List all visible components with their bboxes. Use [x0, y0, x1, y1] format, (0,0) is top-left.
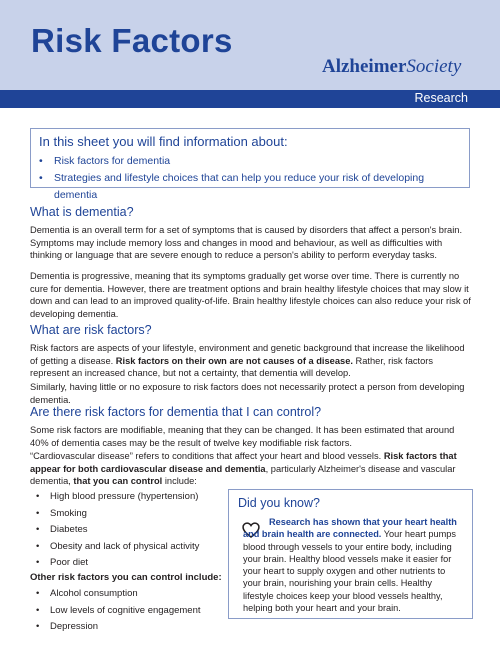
category-band — [0, 90, 500, 108]
list-item: • Depression — [30, 619, 201, 636]
control-paragraph-1: Some risk factors are modifiable, meaning that they can be changed. It has been estimated that around 40% of dementia cases may be the result of twelve key modifiable risk factors. — [30, 425, 455, 448]
section-title-control: Are there risk factors for dementia that I can control? — [30, 405, 322, 419]
list-item: • Diabetes — [30, 522, 199, 539]
logo-society: Society — [406, 56, 462, 77]
intro-box — [30, 128, 470, 201]
logo-brand: Alzheimer — [322, 56, 407, 77]
what-is-paragraph-1: Dementia is an overall term for a set of symptoms that is caused by disorders that affect a person's brain. Symptoms may include memory loss and changes in mood and behaviour, as well as difficulties with thinking or language that are severe enough to reduce a person's ability to perform everyday tasks. — [30, 225, 463, 261]
list-item: • Alcohol consumption — [30, 586, 201, 603]
intro-item: • Risk factors for dementia — [39, 153, 461, 170]
risk-factors-paragraph-1 — [30, 342, 472, 380]
control-emphasis: that you can control — [73, 476, 163, 487]
risk-text: Risk factors are aspects of your lifestyle, environment and genetic background that increase the likelihood of getting a disease. — [30, 343, 465, 366]
did-you-know-box — [228, 489, 473, 619]
what-is-paragraph-2: Dementia is progressive, meaning that its symptoms gradually get worse over time. There is currently no cure for dementia. However, there are treatment options and brain healthy lifestyle choices that may slow it down and can lead to an improved quality-of-life. Brain healthy lifestyle choices can also reduce your risk of developing dementia. — [30, 271, 471, 319]
page-title: Risk Factors — [31, 22, 233, 59]
did-you-know-emphasis: Research has shown that your heart health and brain health are connected. — [243, 517, 457, 540]
control-text: , particularly Alzheimer's disease and vascular dementia, — [30, 463, 456, 487]
intro-list — [39, 153, 461, 204]
other-risk-list — [30, 586, 201, 636]
control-paragraph-2 — [30, 450, 472, 488]
control-emphasis: Risk factors that appear for both cardiovascular disease and dementia — [30, 451, 457, 474]
section-title-risk-factors: What are risk factors? — [30, 323, 152, 337]
did-you-know-body: Your heart pumps blood through vessels to your entire body, including your brain. Healthy blood vessels make it easier for your heart to supply oxygen and other nutrients to your brain, nourishing your brain cells. Healthy lifestyle choices keep your blood vessels healthy, helping both your heart and your brain. — [243, 529, 456, 614]
control-text: include: — [162, 476, 197, 487]
other-risk-heading: Other risk factors you can control include: — [30, 572, 222, 583]
category-label: Research — [414, 91, 468, 105]
page-header — [0, 0, 500, 90]
alzheimer-society-logo — [322, 56, 461, 78]
did-you-know-title: Did you know? — [238, 496, 320, 510]
risk-emphasis: Risk factors on their own are not causes of a disease. — [115, 355, 353, 366]
risk-text: Rather, risk factors represent an increased chance, but not a certainty, that dementia will develop. — [30, 355, 434, 379]
list-item: • Obesity and lack of physical activity — [30, 539, 199, 556]
risk-factors-paragraph-2: Similarly, having little or no exposure to risk factors does not necessarily protect a person from developing dementia. — [30, 382, 465, 405]
list-item: • Low levels of cognitive engagement — [30, 603, 201, 620]
did-you-know-text — [243, 516, 465, 614]
list-item: • Poor diet — [30, 555, 199, 572]
list-item: • Smoking — [30, 506, 199, 523]
section-title-what-is-dementia: What is dementia? — [30, 205, 134, 219]
control-text: “Cardiovascular disease” refers to conditions that affect your heart and blood vessels. — [30, 451, 384, 461]
list-item: • High blood pressure (hypertension) — [30, 489, 199, 506]
cardio-risk-list — [30, 489, 199, 572]
intro-item: • Strategies and lifestyle choices that can help you reduce your risk of developing dementia — [39, 170, 461, 204]
intro-heading: In this sheet you will find information about: — [39, 134, 288, 149]
